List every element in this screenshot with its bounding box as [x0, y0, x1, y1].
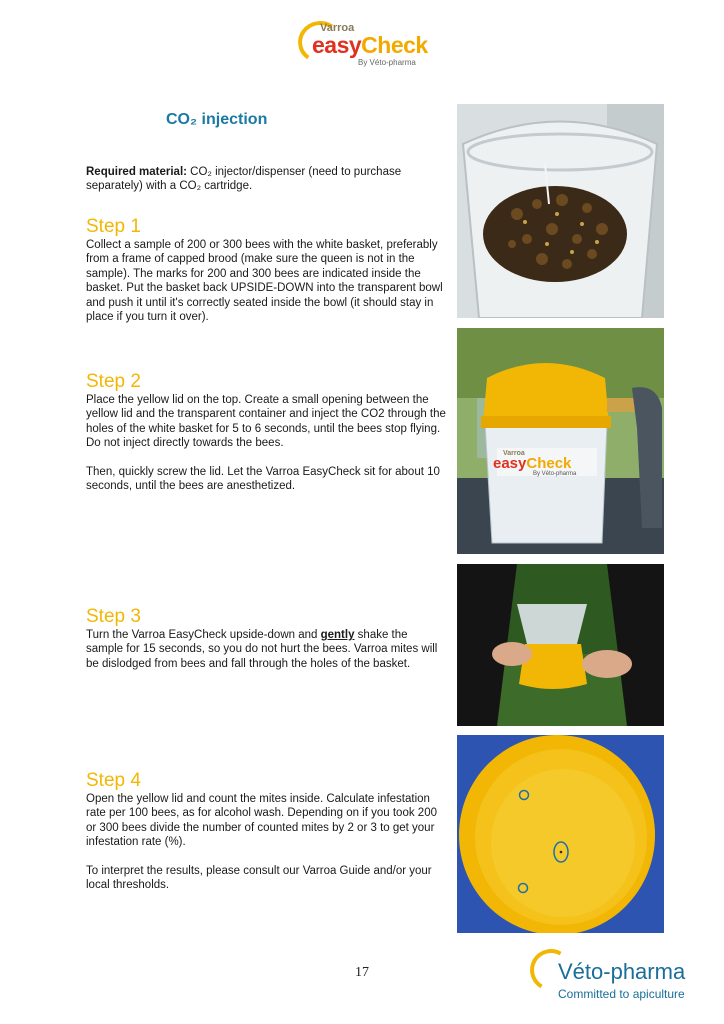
easycheck-logo — [296, 18, 426, 66]
step-1 — [86, 216, 446, 324]
step-1-text: Collect a sample of 200 or 300 bees with the white basket, preferably from a frame of capped brood (make sure the queen is not in the sample). The marks for 200 and 300 bees are indicated inside the basket. Put the basket back UPSIDE-DOWN into the transparent bowl and push it until it's correctly seated inside the bowl (it should stay in place if you turn it over). — [86, 239, 443, 324]
footer-logo-tagline: Committed to apiculture — [558, 987, 685, 1001]
step-4-text: Open the yellow lid and count the mites inside. Calculate infestation rate per 100 bees, as for alcohol wash. Depending on if you took 200 or 300 bees divide the number of counted mites by 2 or 3 to get your infestation rate (%). — [86, 793, 437, 849]
step-4-text-2: To interpret the results, please consult our Varroa Guide and/or your local thresholds. — [86, 864, 432, 892]
step-2-title: Step 2 — [86, 371, 141, 392]
logo-wordmark: easyCheck — [312, 32, 428, 58]
veto-pharma-logo — [530, 945, 700, 1005]
step-3 — [86, 606, 446, 671]
required-text: CO₂ injector/dispenser (need to purchase separately) with a CO₂ cartridge. — [86, 166, 402, 193]
required-material — [86, 165, 436, 194]
section-title: CO₂ injection — [166, 111, 268, 128]
photo-shaking-sample — [457, 564, 664, 726]
footer-logo-name: Véto-pharma — [558, 959, 686, 984]
page-number: 17 — [355, 965, 369, 980]
step-2-text: Place the yellow lid on the top. Create a small opening between the yellow lid and the transparent container and inject the CO2 through the holes of the white basket for 5 to 6 seconds, until the bees stop flying. Do not inject directly towards the bees. — [86, 394, 446, 450]
step-3-text: Turn the Varroa EasyCheck upside-down and gently shake the sample for 15 seconds, so you do not hurt the bees. Varroa mites will be dislodged from bees and fall through the holes of the basket. — [86, 629, 438, 670]
step-3-emphasis: gently — [320, 629, 355, 641]
required-label: Required material: — [86, 166, 187, 178]
photo-count-mites — [457, 735, 664, 933]
photo-bees-in-bowl — [457, 104, 664, 318]
step-3-title: Step 3 — [86, 606, 141, 627]
step-4-title: Step 4 — [86, 770, 141, 791]
step-2-text-2: Then, quickly screw the lid. Let the Varroa EasyCheck sit for about 10 seconds, until the bees are anesthetized. — [86, 465, 440, 493]
step-4 — [86, 770, 446, 892]
logo-by-text: By Véto-pharma — [358, 58, 416, 67]
photo-co2-injection — [457, 328, 664, 554]
step-1-title: Step 1 — [86, 216, 141, 237]
step-2 — [86, 371, 446, 493]
logo-varroa-text: Varroa — [320, 22, 355, 34]
photo2-logo: Varroa easyCheck By Véto-pharma — [493, 450, 577, 477]
